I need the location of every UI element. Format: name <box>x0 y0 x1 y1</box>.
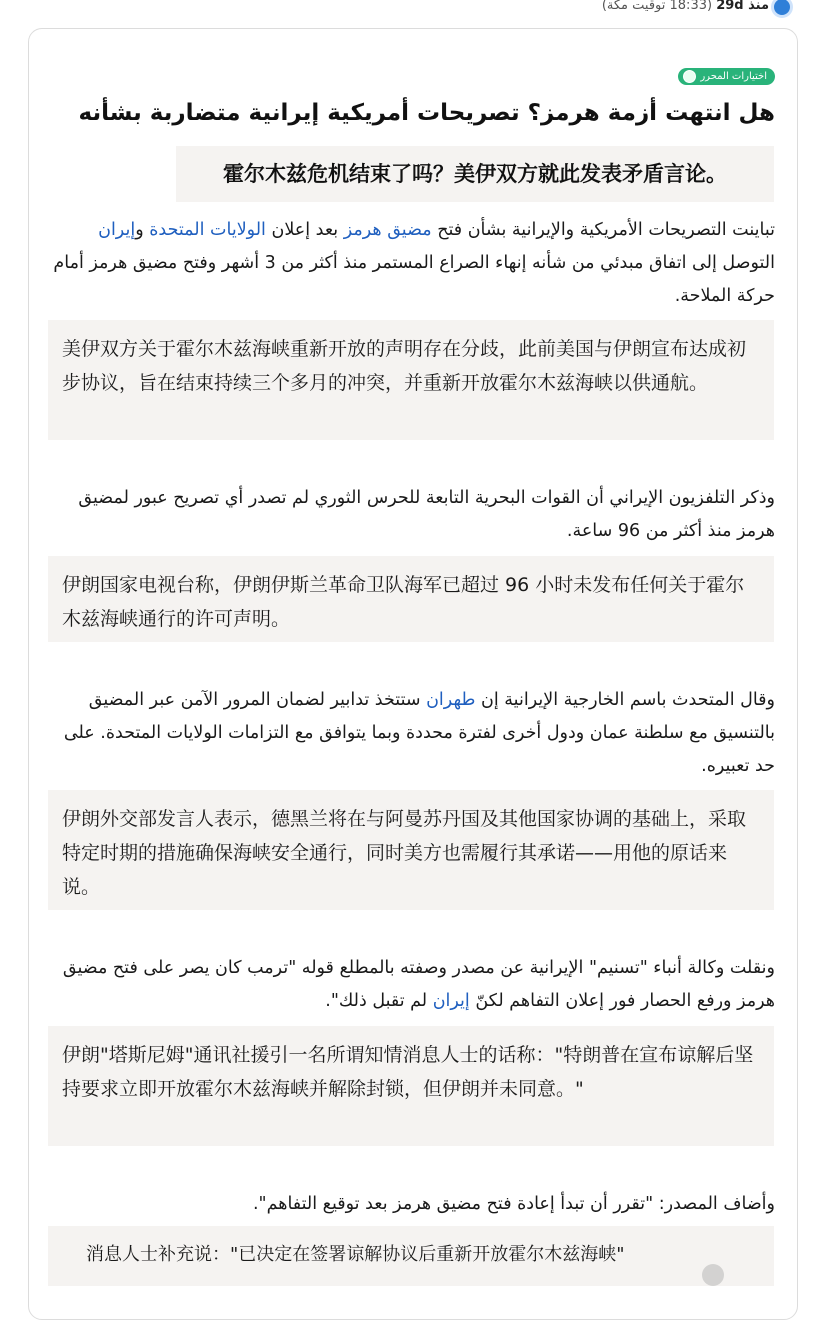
paragraph-text: ونقلت وكالة أنباء "تسنيم" الإيرانية عن مصدر وصفته بالمطلع قوله "ترمب كان يصر على فتح مضيق هرمز ورفع الحصار فور إعلان التفاهم لكنّ <box>62 958 775 1011</box>
editors-pick-badge <box>678 68 775 85</box>
translation-block-5: 消息人士补充说："已决定在签署谅解协议后重新开放霍尔木兹海峡" <box>48 1226 774 1286</box>
translation-block-3: 伊朗外交部发言人表示，德黑兰将在与阿曼苏丹国及其他国家协调的基础上，采取特定时期的措施确保海峡安全通行，同时美方也需履行其承诺——用他的原话来说。 <box>48 790 774 910</box>
translation-block-4: 伊朗"塔斯尼姆"通讯社援引一名所谓知情消息人士的话称："特朗普在宣布谅解后坚持要求立即开放霍尔木兹海峡并解除封锁，但伊朗并未同意。" <box>48 1026 774 1146</box>
paragraph-text: بعد إعلان <box>265 220 344 240</box>
translation-block-2: 伊朗国家电视台称，伊朗伊斯兰革命卫队海军已超过 96 小时未发布任何关于霍尔木兹海峡通行的许可声明。 <box>48 556 774 642</box>
paragraph-1 <box>53 214 775 313</box>
link-united-states[interactable]: الولايات المتحدة <box>149 220 266 240</box>
watermark-icon <box>702 1264 724 1286</box>
time-ago: منذ 29d <box>716 0 769 13</box>
paragraph-text: وقال المتحدث باسم الخارجية الإيرانية إن <box>475 690 775 710</box>
paragraph-text: ستتخذ تدابير لضمان المرور الآمن عبر المضيق بالتنسيق مع سلطنة عمان ودول أخرى لفترة محددة وبما يتوافق مع التزامات الولايات المتحدة. على حد تعبيره. <box>63 690 775 776</box>
translation-block-1: 美伊双方关于霍尔木兹海峡重新开放的声明存在分歧，此前美国与伊朗宣布达成初步协议，旨在结束持续三个多月的冲突，并重新开放霍尔木兹海峡以供通航。 <box>48 320 774 440</box>
badge-label: اختيارات المحرر <box>700 71 767 82</box>
publish-time <box>602 0 769 13</box>
paragraph-text: لم تقبل ذلك". <box>325 991 433 1011</box>
link-iran[interactable]: إيران <box>98 220 136 240</box>
time-detail: (18:33 توقيت مكة) <box>601 0 713 13</box>
badge-icon <box>683 70 696 83</box>
paragraph-5: وأضاف المصدر: "تقرر أن تبدأ إعادة فتح مضيق هرمز بعد توقيع التفاهم". <box>252 1194 775 1214</box>
paragraph-2: وذكر التلفزيون الإيراني أن القوات البحرية التابعة للحرس الثوري لم تصدر أي تصريح عبور لمضيق هرمز منذ أكثر من 96 ساعة. <box>78 488 775 541</box>
clock-icon <box>771 0 793 18</box>
link-hormuz-strait[interactable]: مضيق هرمز <box>343 220 432 240</box>
paragraph-3 <box>53 684 775 783</box>
article-title-translation: 霍尔木兹危机结束了吗？美伊双方就此发表矛盾言论。 <box>176 146 774 202</box>
paragraph-text: التوصل إلى اتفاق مبدئي من شأنه إنهاء الصراع المستمر منذ أكثر من 3 أشهر وفتح مضيق هرمز أمام حركة الملاحة. <box>53 253 775 306</box>
paragraph-text: تباينت التصريحات الأمريكية والإيرانية بشأن فتح <box>431 220 775 240</box>
article-title: هل انتهت أزمة هرمز؟ تصريحات أمريكية إيرانية متضاربة بشأنه <box>78 100 775 126</box>
link-iran[interactable]: إيران <box>432 991 470 1011</box>
top-meta-bar <box>0 0 827 28</box>
paragraph-text: و <box>135 220 150 240</box>
link-tehran[interactable]: طهران <box>426 690 476 710</box>
paragraph-4 <box>53 952 775 1018</box>
